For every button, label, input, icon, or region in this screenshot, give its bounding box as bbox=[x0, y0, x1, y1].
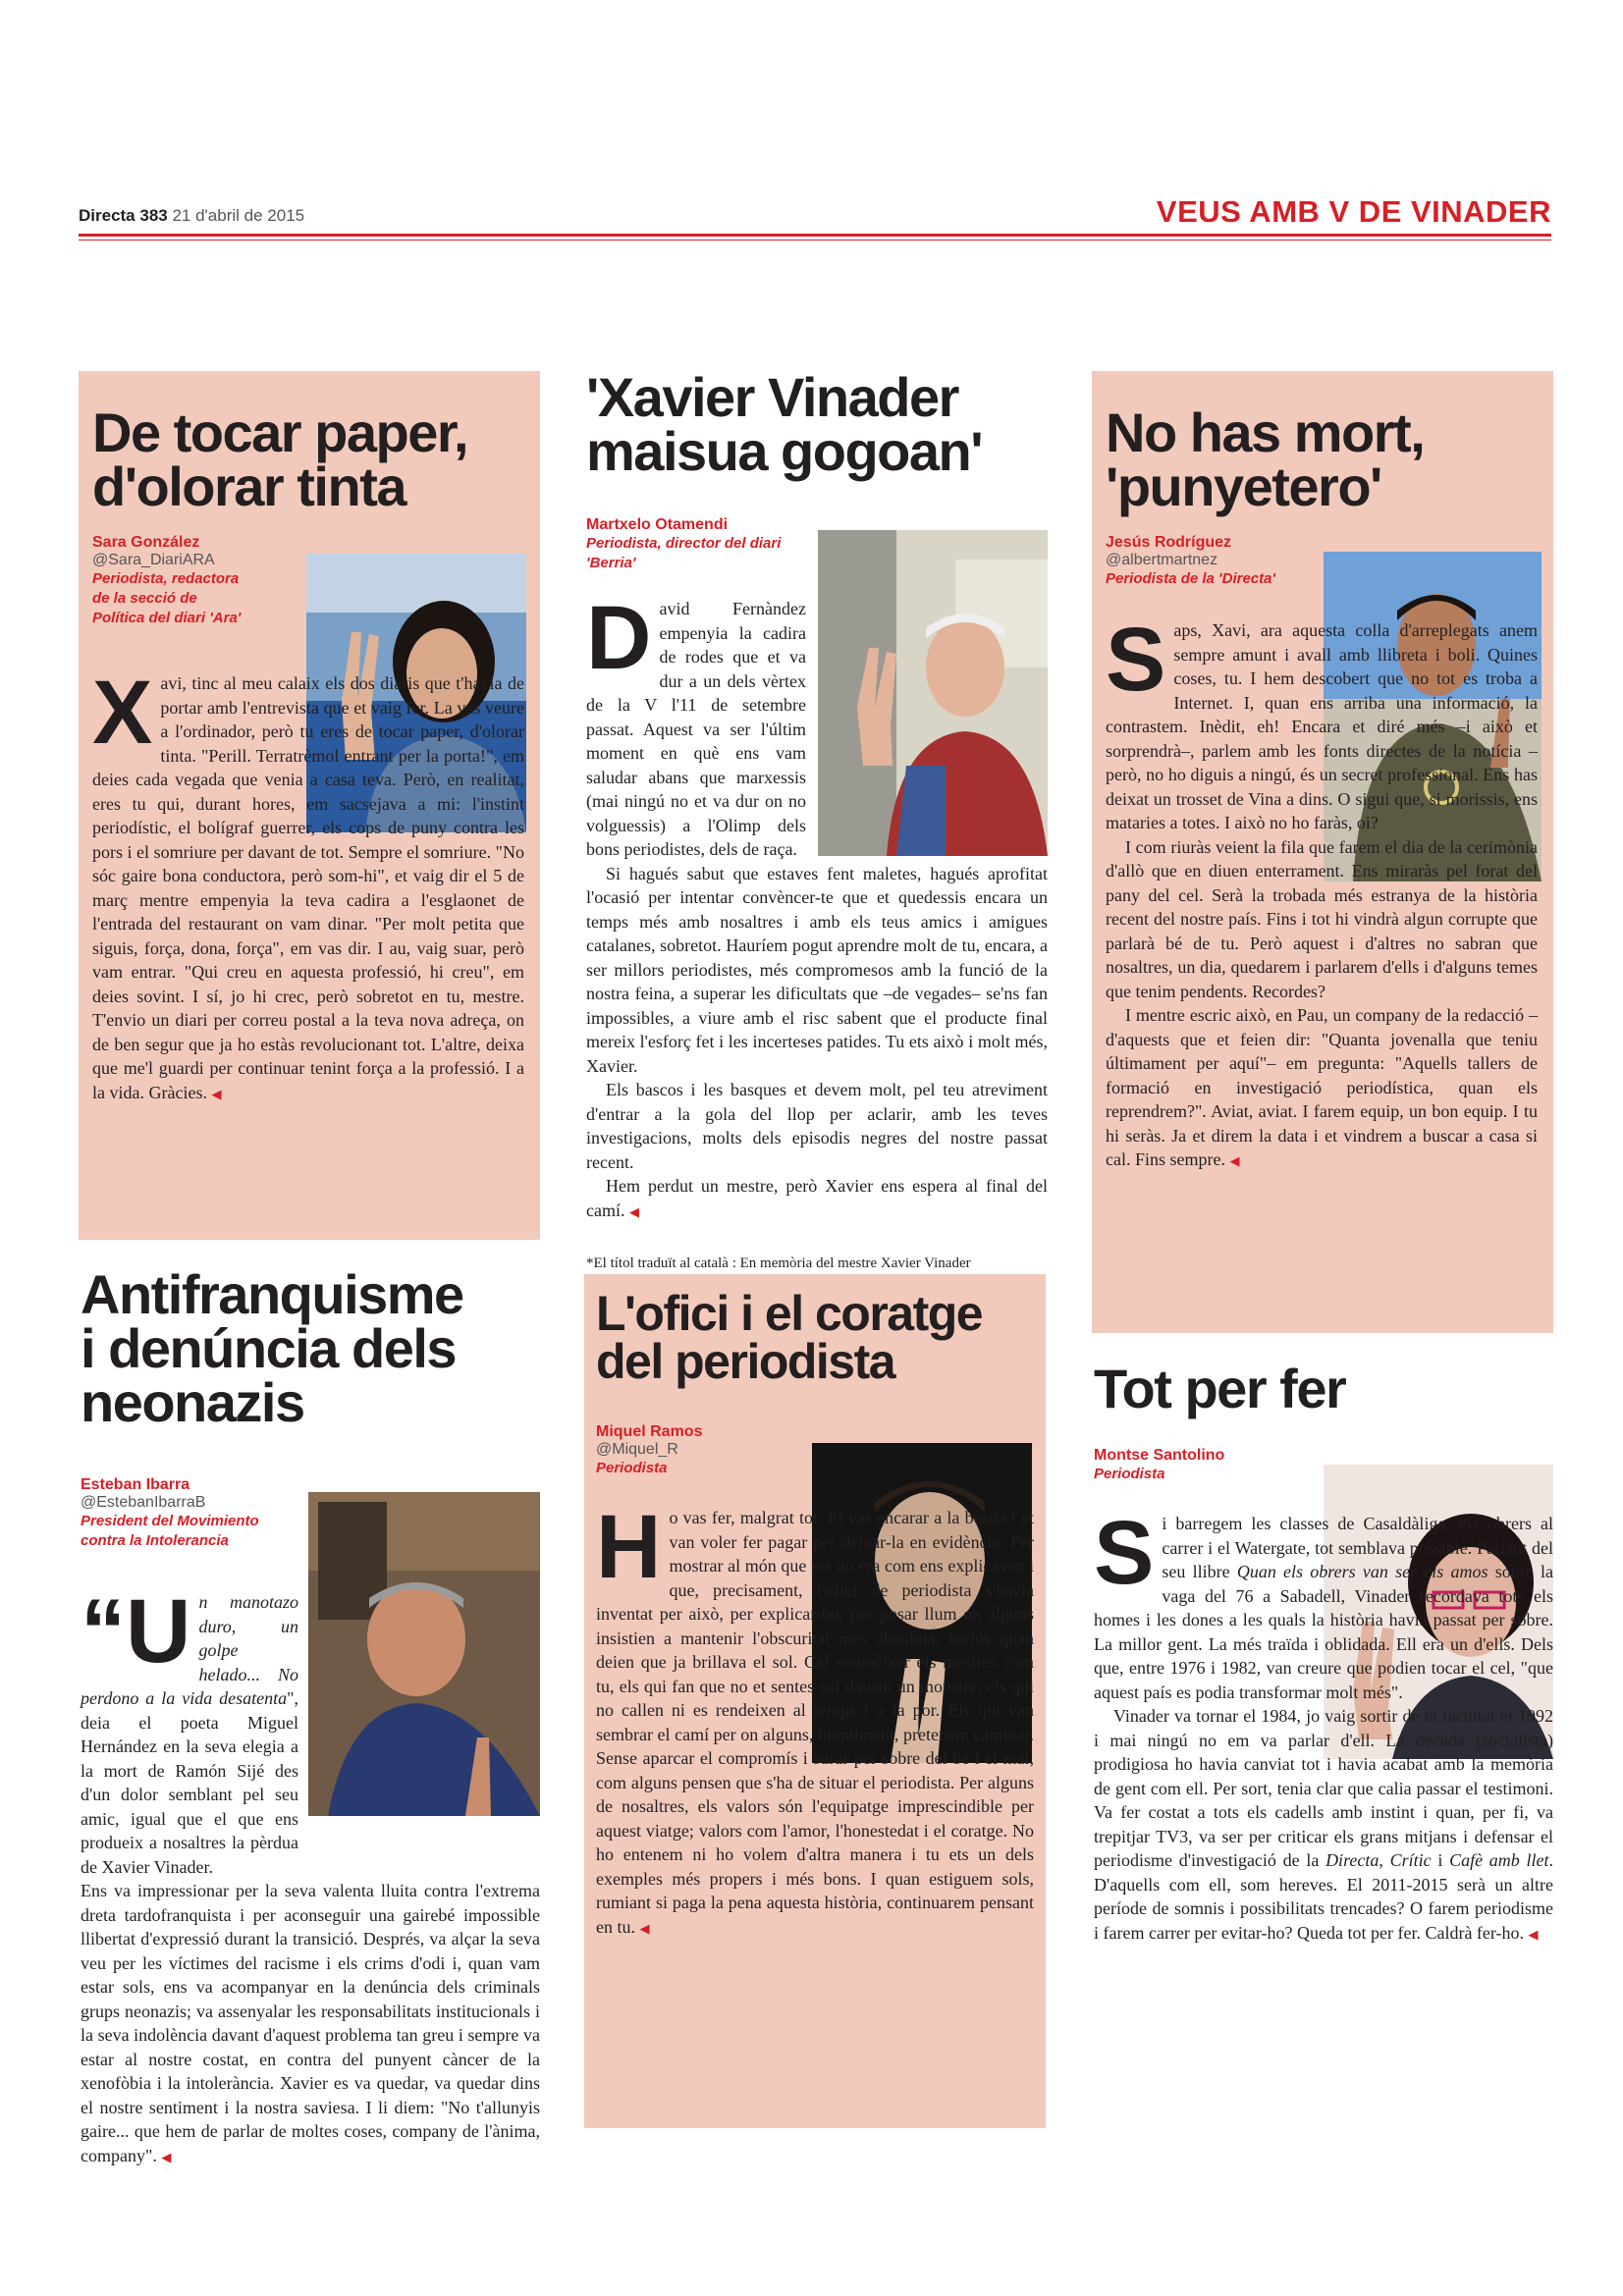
title-line: maisua gogoan' bbox=[586, 419, 983, 482]
end-triangle-icon: ◀ bbox=[628, 1203, 639, 1219]
publication-ref: Directa bbox=[1325, 1850, 1380, 1870]
author-handle: @Miquel_R bbox=[596, 1441, 678, 1458]
article-title bbox=[81, 1263, 463, 1433]
article-title bbox=[92, 401, 468, 517]
paragraph-text: . D'aquells com ell, som hereves. El 2011-2015 serà un altre període de somnis i possibilitats trencades? O farem periodisme i farem carrer per evitar-ho? Queda tot per fer. Caldrà fer-ho. bbox=[1094, 1850, 1553, 1943]
paragraph bbox=[1106, 610, 1538, 835]
paragraph-text: Vinader va tornar el 1984, jo vaig sortir de la facultat el 1992 i mai ningú no em va parlar d'ell. La dècada (socialista) prodigiosa ho havia canviat tot i havia acabat amb la memòria de gent com ell. Per sort, tenia clar que calia passar el testimoni. Va fer costat a tots els cadells amb instint i quan, per fi, va trepitjar TV3, va ser per criticar els grans mitjans i defensar el periodisme d'investigació de la bbox=[1094, 1706, 1553, 1870]
paragraph-text: sobre la vaga del 76 a Sabadell, Vinader recordava tots els homes i les dones a les quals la història havia passat per sobre. La millor gent. La més traïda i oblidada. Ell era un d'ells. Dels que, entre 1976 i 1982, van creure que podien tocar el cel, "que aquest país es podia transformar molt més". bbox=[1094, 1562, 1553, 1702]
publication-ref: Crític bbox=[1389, 1850, 1432, 1870]
drop-cap: S bbox=[1106, 610, 1166, 710]
paragraph: Vinader va tornar el 1984, jo vaig sortir de la facultat el 1992 i mai ningú no em va parlar d'ell. La dècada (socialista) prodigiosa ho havia canviat tot i havia acabat amb la memòria de gent com ell. Per sort, tenia clar que calia passar el testimoni. Va fer costat a tots els cadells amb instint i quan, per fi, va trepitjar TV3, va ser per criticar els grans mitjans i defensar el periodisme d'investigació de la Directa, Crític i Cafè amb llet. D'aquells com ell, som hereves. El 2011-2015 serà un altre període de somnis i possibilitats trencades? O farem periodisme i farem carrer per evitar-ho? Queda tot per fer. Caldrà fer-ho. ◀ bbox=[1094, 1706, 1553, 1943]
paragraph-text: avi, tinc al meu calaix els dos diaris que t'havia de portar amb l'entrevista que et vaig fer. La vas veure a l'ordinador, però tu eres de tocar paper, d'olorar tinta. "Perill. Terratrèmol entrant per la porta!", em deies cada vegada que venia a casa teva. Però, en realitat, eres tu qui, durant hores, em sacsejava a mi: l'instint periodístic, el bolígraf guerrer, els cops de puny contra les pors i el somriure per davant de tot. Sempre el somriure. "No sóc gaire bona conductora, però som-hi", et vaig dir el 5 de març mentre empenyia la teva cadira a l'esglaonet de l'entrada del restaurant on vam dinar. "Per molt petita que siguis, força, dona, força", em vas dir. I au, vaig suar, però vam entrar. "Qui creu en aquesta professió, hi creu", em deies sovint. I sí, jo hi crec, però sobretot en tu, mestre. T'envio un diari per correu postal a la teva nova adreça, on de ben segur que ja ho estàs revolucionant tot. L'altre, deixa que me'l guardi per continuar tenint força a la professió. I a la vida. Gràcies. bbox=[92, 673, 524, 1102]
paragraph bbox=[586, 1174, 1048, 1224]
author-role: Periodista, director del diari 'Berria' bbox=[586, 535, 782, 571]
article-body bbox=[81, 1581, 540, 2169]
author-name: Miquel Ramos bbox=[596, 1423, 703, 1440]
article-body bbox=[1106, 610, 1538, 1174]
paragraph bbox=[1106, 1003, 1538, 1174]
article-box-ramos bbox=[584, 1274, 1046, 2128]
paragraph bbox=[586, 588, 806, 862]
paragraph: Els bascos i les basques et devem molt, pel teu atreviment d'entrar a la gola del llop per aclarir, amb les teves investigacions, molts dels episodis negres del nostre passat recent. bbox=[586, 1080, 1048, 1172]
quote-text: n manotazo duro, un golpe helado... No perdono a la vida desatenta bbox=[81, 1592, 298, 1708]
page-header bbox=[79, 194, 1551, 234]
publication-ref: Cafè amb llet bbox=[1449, 1850, 1549, 1870]
article-box-rodriguez bbox=[1092, 371, 1553, 1333]
title-line: Antifranquisme bbox=[81, 1263, 463, 1325]
header-rule bbox=[79, 234, 1551, 237]
title-line: neonazis bbox=[81, 1370, 304, 1433]
author-name: Sara González bbox=[92, 534, 200, 551]
article-box-ibarra bbox=[79, 1263, 540, 2211]
paragraph bbox=[92, 663, 524, 1106]
paragraph: Si hagués sabut que estaves fent maletes, hagués aprofitat l'ocasió per intentar convèncer-te que et quedessis encara un temps més amb nosaltres i amb els teus amics i amigues catalanes, sobretot. Hauríem pogut aprendre molt de tu, encara, a ser millors periodistes, més compromesos amb la funció de la nostra feina, a superar les dificultats que –de vegades– se'ns fan impossibles, a viure amb el risc sabent que el producte final mereix l'esforç fet i les incerteses patides. Tu ets això i molt més, Xavier. bbox=[586, 863, 1048, 1076]
paragraph bbox=[81, 1879, 540, 2169]
author-role: Periodista de la 'Directa' bbox=[1106, 570, 1276, 587]
paragraph-text: aps, Xavi, ara aquesta colla d'arreplegats anem sempre amunt i avall amb llibreta i boli. Quines coses, tu. I hem descobert que no tot es troba a Internet. I, quan ens arriba una informació, la contrastem. Inèdit, eh! Encara et diré més –i això et sorprendrà–, parlem amb les fonts directes de la notícia –però, no ho diguis a ningú, és un secret professional. Ens has deixat un trosset de Vina a dins. O sigui que, si morissis, ens mataries a totes. I això no ho faràs, oi? bbox=[1106, 620, 1538, 832]
author-role: Periodista bbox=[1094, 1466, 1165, 1482]
footnote: *El títol traduït al català : En memòria del mestre Xavier Vinader bbox=[586, 1255, 971, 1271]
article-title bbox=[1094, 1358, 1346, 1419]
book-title: Quan els obrers van ser els amos bbox=[1236, 1562, 1488, 1581]
drop-cap: S bbox=[1094, 1503, 1155, 1603]
paragraph-text: I mentre escric això, en Pau, un company de la redacció –d'aquests que et feien dir: "Quanta jovenalla que teniu últimament per aquí"– em pregunta: "Aquells tallers de formació en investigació periodística, quan els reprendrem?". Aviat, aviat. I farem equip, un bon equip. I tu hi seràs. Ja et direm la data i et vindrem a buscar a casa si cal. Fins sempre. bbox=[1106, 1005, 1538, 1169]
paragraph-text: ", deia el poeta Miguel Hernández en la seva elegia a la mort de Ramón Sijé des d'un dolor semblant pel seu amic, igual que el que ens produeix a nosaltres la pèrdua de Xavier Vinader. bbox=[81, 1688, 298, 1877]
article-body bbox=[1094, 1503, 1553, 1947]
title-line: 'Xavier Vinader bbox=[586, 366, 958, 428]
paragraph bbox=[81, 1581, 298, 1879]
paragraph-text: o vas fer, malgrat tot. Et vas encarar a la bèstia i et van voler fer pagar per deixar-la en evidència. Per mostrar al món que res no era com ens explicaven i que, precisament, l'ofici de periodista s'havia inventat per això, per explicar-ho, per posar llum on alguns insistien a mantenir l'obscuritat més absoluta, inclús quan deien que ja brillava el sol. Cal reconèixer els mestres com tu, els qui fan que no et sentes sol davant un monstre, els qui no callen ni es rendeixen al temps i a la por. Els qui van sembrar el camí per on alguns, humilment, pretenem caminar. Sense aparcar el compromís i surar per sobre del bé i el mal, com alguns pensen que s'ha de situar el periodista. Per alguns de nosaltres, els valors són l'equipatge imprescindible per aquest viatge; valors com l'amor, l'honestedat i el coratge. No ho entenem ni ho volem d'altra manera i tu ets un dels exemples més propers i més bons. I quan estiguem sols, rumiant si paga la pena aquesta història, continuarem pensant en tu. bbox=[596, 1508, 1034, 1937]
paragraph bbox=[1094, 1503, 1553, 1704]
author-name: Esteban Ibarra bbox=[81, 1476, 190, 1493]
publication-name: Directa 383 bbox=[79, 206, 168, 225]
title-line: De tocar paper, bbox=[92, 401, 468, 463]
drop-cap: D bbox=[586, 588, 652, 688]
article-title bbox=[1106, 401, 1425, 517]
end-triangle-icon: ◀ bbox=[211, 1086, 222, 1101]
end-triangle-icon: ◀ bbox=[1229, 1153, 1240, 1168]
paragraph-text: avid Fernàndez empenyia la cadira de rodes que et va dur a un dels vèrtex de la V l'11 de setembre passat. Aquest va ser l'últim moment en què ens vam saludar abans que marxessis (mai ningú no et va dur on no volguessis) a l'Olimp dels bons periodistes, dels de raça. bbox=[586, 599, 806, 859]
end-triangle-icon: ◀ bbox=[1528, 1926, 1539, 1942]
article-title bbox=[586, 366, 983, 482]
end-triangle-icon: ◀ bbox=[161, 2149, 172, 2164]
author-name: Montse Santolino bbox=[1094, 1447, 1225, 1464]
article-body bbox=[92, 663, 524, 1106]
author-role: Periodista bbox=[596, 1460, 668, 1476]
paragraph bbox=[596, 1497, 1034, 1941]
title-line: 'punyetero' bbox=[1106, 454, 1381, 517]
article-body bbox=[596, 1497, 1034, 1941]
end-triangle-icon: ◀ bbox=[639, 1920, 650, 1936]
paragraph-text: i barregem les classes de Casaldàliga, els obrers al carrer i el Watergate, tot semblava possible. Parlant del seu llibre bbox=[1162, 1514, 1553, 1581]
article-body bbox=[586, 588, 1048, 1276]
title-line: Tot per fer bbox=[1094, 1358, 1346, 1419]
title-line: i denúncia dels bbox=[81, 1316, 457, 1379]
drop-cap: X bbox=[92, 663, 153, 763]
author-name: Jesús Rodríguez bbox=[1106, 534, 1232, 551]
issue-date: 21 d'abril de 2015 bbox=[172, 206, 305, 225]
title-line: No has mort, bbox=[1106, 401, 1425, 463]
author-role: Periodista, redactora de la secció de Política del diari 'Ara' bbox=[92, 570, 242, 626]
author-handle: @albertmartnez bbox=[1106, 552, 1218, 568]
title-line: L'ofici i el coratge bbox=[596, 1286, 983, 1341]
author-name: Martxelo Otamendi bbox=[586, 516, 729, 533]
author-handle: @EstebanIbarraB bbox=[81, 1494, 206, 1511]
article-box-gonzalez bbox=[79, 371, 540, 1240]
drop-cap: H bbox=[596, 1497, 662, 1597]
article-box-santolino bbox=[1092, 1358, 1553, 2216]
paragraph-text: Hem perdut un mestre, però Xavier ens espera al final del camí. bbox=[586, 1176, 1048, 1220]
author-role: President del Movimiento contra la Intolerancia bbox=[81, 1513, 259, 1549]
publication-info bbox=[79, 206, 304, 226]
author-handle: @Sara_DiariARA bbox=[92, 552, 215, 568]
title-line: del periodista bbox=[596, 1334, 895, 1389]
paragraph-text: Ens va impressionar per la seva valenta lluita contra l'extrema dreta tardofranquista i per aconseguir una gairebé impossible llibertat d'expressió durant la transició. Després, va alçar la seva veu per les víctimes del racisme i els crims d'odi i, quan vam estar sols, ens va acompanyar en la denúncia dels criminals grups neonazis; va assenyalar les responsabilitats institucionals i la seva indolència davant d'aquest problema tan greu i sempre va estar al nostre costat, en contra del punyent càncer de la xenofòbia i la intolerància. Xavier es va quedar, va quedar dins el nostre sentiment i la nostra saviesa. I li diem: "No t'allunyis gaire... que hem de parlar de moltes coses, company de l'ànima, company". bbox=[81, 1881, 540, 2165]
article-title bbox=[596, 1286, 983, 1389]
paragraph: I com riuràs veient la fila que farem el dia de la cerimònia d'allò que en diuen enterrament. Ens miraràs pel forat del pany del cel. Serà la trobada més estranya de la història recent del nostre país. Fins i tot hi vindrà algun corrupte que parlarà bé de tu. Però aquest i d'altres no sabran que nosaltres, un dia, quedarem i parlarem d'ells i d'alguns temes que tenim pendents. Recordes? bbox=[1106, 836, 1538, 1001]
drop-cap: “U bbox=[81, 1581, 191, 1682]
title-line: d'olorar tinta bbox=[92, 454, 406, 517]
article-box-otamendi bbox=[584, 366, 1048, 1271]
section-title: VEUS AMB V DE VINADER bbox=[1156, 194, 1551, 229]
